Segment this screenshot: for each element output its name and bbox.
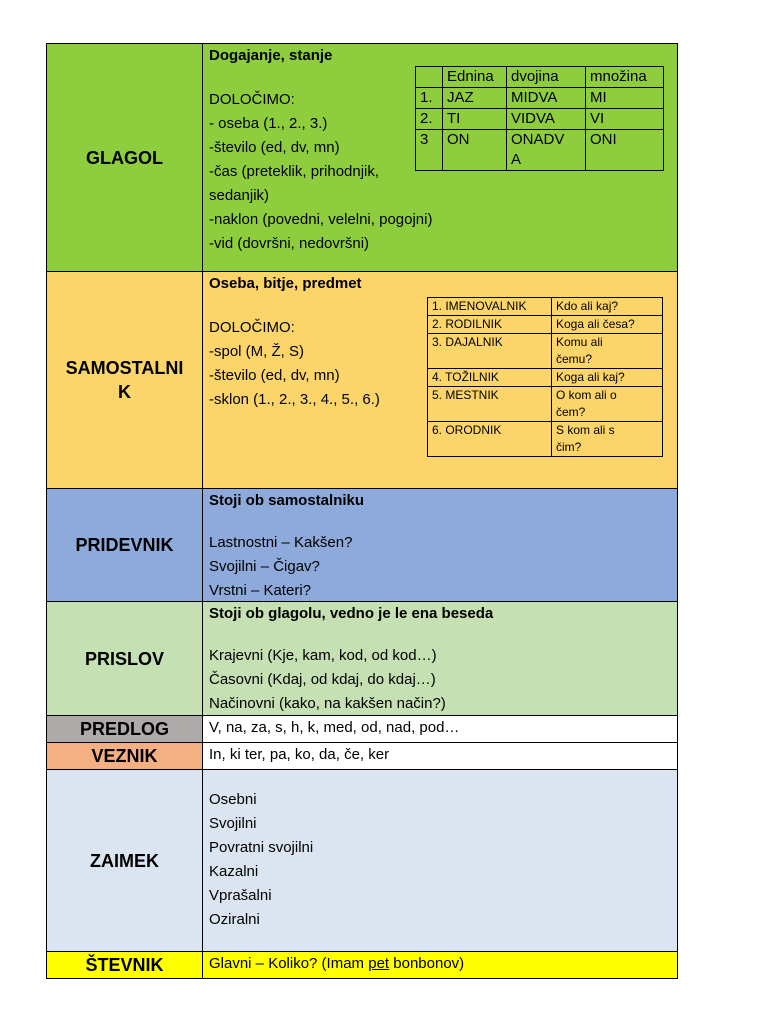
table-row [416, 88, 664, 109]
table-cell-text: S kom ali s [556, 423, 615, 437]
prislov-label: PRISLOV [84, 648, 164, 669]
samostalnik-intro: DOLOČIMO: [209, 319, 295, 336]
row-label-zaimek [47, 770, 203, 951]
row-pridevnik [46, 488, 678, 602]
table-cell-text: čem? [556, 405, 586, 419]
row-glagol [46, 43, 678, 272]
table-cell: 3. DAJALNIK [428, 334, 552, 369]
stevnik-label: ŠTEVNIK [85, 955, 164, 975]
prislov-line: Časovni (Kdaj, od kdaj, do kdaj…) [209, 671, 436, 688]
glagol-line: - oseba (1., 2., 3.) [209, 115, 328, 132]
table-cell-text: čemu? [556, 352, 593, 366]
conjugation-table [415, 66, 664, 171]
pridevnik-title: Stoji ob samostalniku [209, 492, 365, 509]
table-row [416, 109, 664, 130]
table-cell: dvojina [507, 67, 586, 88]
prislov-line: Načinovni (kako, na kakšen način?) [209, 695, 446, 712]
row-content-glagol [203, 44, 677, 271]
zaimek-line: Vprašalni [209, 887, 272, 904]
table-cell: JAZ [443, 88, 507, 109]
glagol-intro: DOLOČIMO: [209, 91, 295, 108]
table-row [428, 316, 663, 334]
table-row [428, 369, 663, 387]
samostalnik-title: Oseba, bitje, predmet [209, 275, 362, 292]
table-row [428, 298, 663, 316]
glagol-line: -naklon (povedni, velelni, pogojni) [209, 211, 433, 228]
table-cell: 2. RODILNIK [428, 316, 552, 334]
predlog-text: V, na, za, s, h, k, med, od, nad, pod… [209, 719, 460, 736]
row-content-prislov [203, 602, 677, 715]
table-cell [552, 334, 663, 369]
zaimek-line: Oziralni [209, 911, 260, 928]
table-cell: VIDVA [507, 109, 586, 130]
pridevnik-line: Lastnostni – Kakšen? [209, 534, 353, 551]
pridevnik-label: PRIDEVNIK [75, 535, 174, 555]
row-content-stevnik [203, 952, 677, 978]
row-veznik [46, 742, 678, 770]
pridevnik-line: Vrstni – Kateri? [209, 582, 311, 599]
table-cell-text: Komu ali [556, 335, 603, 349]
table-row [428, 334, 663, 369]
table-cell: 2. [416, 109, 443, 130]
glagol-line: -čas (preteklik, prihodnjik, [209, 163, 380, 180]
table-cell-text: O kom ali o [556, 388, 617, 402]
table-cell: ONI [586, 130, 664, 171]
zaimek-line: Osebni [209, 791, 257, 808]
case-table [427, 297, 663, 457]
zaimek-label: ZAIMEK [90, 850, 159, 871]
row-content-zaimek [203, 770, 677, 951]
row-label-stevnik [47, 952, 203, 978]
table-cell-text-wrap: A [511, 151, 522, 168]
table-cell: MI [586, 88, 664, 109]
table-row [428, 422, 663, 457]
row-stevnik [46, 951, 678, 979]
table-cell: Koga ali kaj? [552, 369, 663, 387]
row-samostalnik [46, 271, 678, 489]
table-cell-text: ONADV [511, 131, 565, 148]
table-cell: Kdo ali kaj? [552, 298, 663, 316]
row-predlog [46, 715, 678, 743]
glagol-line: -vid (dovršni, nedovršni) [209, 235, 370, 252]
samostalnik-label: SAMOSTALNI [65, 358, 184, 378]
row-zaimek [46, 769, 678, 952]
zaimek-line: Svojilni [209, 815, 257, 832]
row-label-predlog [47, 716, 203, 742]
row-label-samostalnik [47, 272, 203, 488]
row-label-pridevnik [47, 489, 203, 601]
row-content-veznik [203, 743, 677, 769]
table-row [428, 387, 663, 422]
glagol-line: -število (ed, dv, mn) [209, 139, 340, 156]
samostalnik-line: -spol (M, Ž, S) [209, 343, 305, 360]
table-cell: TI [443, 109, 507, 130]
table-cell: Koga ali česa? [552, 316, 663, 334]
table-cell: množina [586, 67, 664, 88]
row-content-pridevnik [203, 489, 677, 601]
table-cell [552, 422, 663, 457]
veznik-label: VEZNIK [91, 746, 158, 766]
glagol-title: Dogajanje, stanje [209, 47, 333, 64]
table-cell: 5. MESTNIK [428, 387, 552, 422]
glagol-line: sedanjik) [209, 187, 270, 204]
stevnik-text-start: Glavni – Koliko? (Imam [209, 955, 369, 972]
samostalnik-line: -sklon (1., 2., 3., 4., 5., 6.) [209, 391, 380, 408]
table-cell: ON [443, 130, 507, 171]
row-content-samostalnik [203, 272, 677, 488]
row-content-predlog [203, 716, 677, 742]
table-cell: 3 [416, 130, 443, 171]
table-row [416, 130, 664, 171]
prislov-line: Krajevni (Kje, kam, kod, od kod…) [209, 647, 437, 664]
stevnik-text-end: bonbonov) [389, 955, 465, 972]
table-cell [416, 67, 443, 88]
samostalnik-label-wrap: K [117, 382, 131, 402]
row-label-glagol [47, 44, 203, 271]
row-label-prislov [47, 602, 203, 715]
prislov-title: Stoji ob glagolu, vedno je le ena beseda [209, 605, 494, 622]
stevnik-text [209, 952, 671, 976]
zaimek-line: Kazalni [209, 863, 259, 880]
table-cell: 6. ORODNIK [428, 422, 552, 457]
glagol-label: GLAGOL [86, 147, 163, 168]
table-cell: 4. TOŽILNIK [428, 369, 552, 387]
stevnik-underlined-word: pet [368, 955, 390, 972]
row-prislov [46, 601, 678, 716]
veznik-text: In, ki ter, pa, ko, da, če, ker [209, 746, 390, 763]
predlog-label: PREDLOG [79, 719, 169, 739]
pridevnik-line: Svojilni – Čigav? [209, 558, 320, 575]
table-cell: MIDVA [507, 88, 586, 109]
table-cell: Ednina [443, 67, 507, 88]
row-label-veznik [47, 743, 203, 769]
table-cell: 1. IMENOVALNIK [428, 298, 552, 316]
table-cell [552, 387, 663, 422]
table-cell-text: čim? [556, 440, 582, 454]
table-row [416, 67, 664, 88]
table-cell: 1. [416, 88, 443, 109]
zaimek-line: Povratni svojilni [209, 839, 314, 856]
table-cell [507, 130, 586, 171]
table-cell: VI [586, 109, 664, 130]
samostalnik-line: -število (ed, dv, mn) [209, 367, 340, 384]
